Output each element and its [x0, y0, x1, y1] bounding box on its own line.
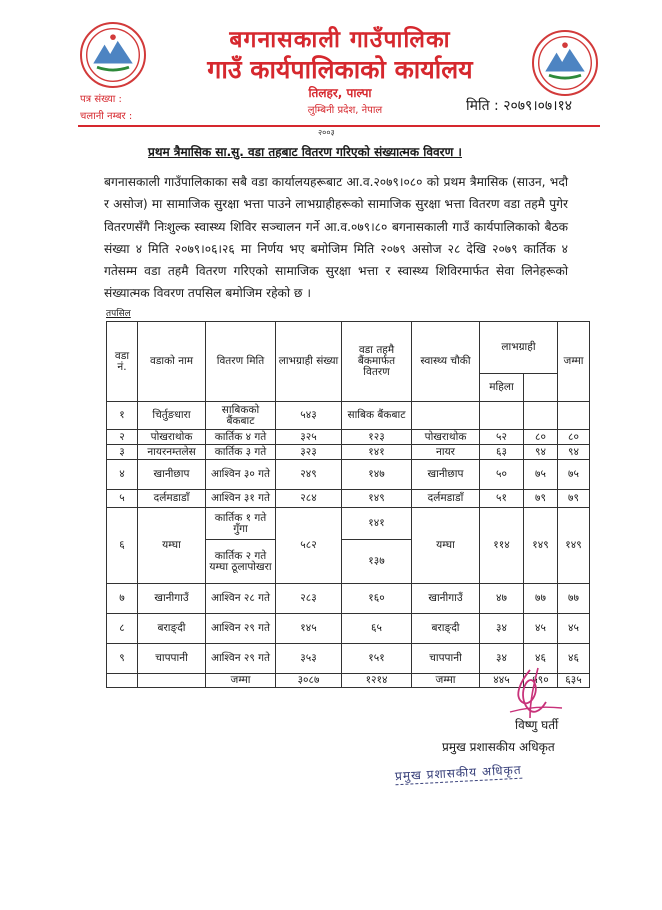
cell-male: ९४ [524, 445, 558, 460]
cell-health-post: नायर [412, 445, 480, 460]
cell-bank-dist: १२३ [342, 430, 412, 445]
cell-beneficiaries: ३२३ [276, 445, 342, 460]
header-ward-name: वडाको नाम [138, 322, 206, 402]
cell-total-post-label: जम्मा [412, 674, 480, 688]
nepal-emblem-icon [532, 30, 598, 96]
cell-ward-no: २ [107, 430, 138, 445]
cell-total [558, 402, 590, 430]
cell-total: ८० [558, 430, 590, 445]
cell-beneficiaries: ५४३ [276, 402, 342, 430]
table-row [107, 614, 590, 644]
table-row [107, 460, 590, 490]
cell-beneficiaries: ३५३ [276, 644, 342, 674]
cell-female: ४७ [480, 584, 524, 614]
cell-blank [107, 674, 138, 688]
cell-total-bank: १२१४ [342, 674, 412, 688]
cell-ward-no: ५ [107, 490, 138, 508]
patra-sankhya-label: पत्र संख्या : [80, 94, 122, 105]
cell-ward-no: १ [107, 402, 138, 430]
cell-male: १४९ [524, 508, 558, 584]
letterhead-divider [78, 125, 600, 127]
cell-total: ७५ [558, 460, 590, 490]
cell-health-post: खानीगाउँ [412, 584, 480, 614]
cell-male: ७७ [524, 584, 558, 614]
cell-female: ५१ [480, 490, 524, 508]
cell-male: ७९ [524, 490, 558, 508]
cell-female: ५० [480, 460, 524, 490]
signatory-title: प्रमुख प्रशासकीय अधिकृत [442, 740, 555, 754]
cell-ward-name: पोखराथोक [138, 430, 206, 445]
cell-health-post [412, 402, 480, 430]
cell-bank-dist: १४७ [342, 460, 412, 490]
cell-total: ४५ [558, 614, 590, 644]
header-bank-dist: वडा तहमै बैंकमार्फत वितरण [342, 322, 412, 402]
cell-blank [138, 674, 206, 688]
table-row [107, 508, 590, 540]
cell-beneficiaries: २८३ [276, 584, 342, 614]
header-ward-no: वडा नं. [107, 322, 138, 402]
header-female: महिला [480, 374, 524, 402]
cell-dist-date: कार्तिक २ गते यम्घा ठूलापोखरा [206, 540, 276, 584]
cell-ward-name: खानीछाप [138, 460, 206, 490]
cell-bank-dist: १६० [342, 584, 412, 614]
cell-ward-name: यम्घा [138, 508, 206, 584]
municipality-name: बगनासकाली गाउँपालिका [229, 27, 451, 53]
cell-dist-date: आश्विन २९ गते [206, 644, 276, 674]
cell-ward-name: चिर्तुङधारा [138, 402, 206, 430]
cell-male: ४६ [524, 644, 558, 674]
cell-ward-name: दर्लमडाडाँ [138, 490, 206, 508]
office-name: गाउँ कार्यपालिकाको कार्यालय [207, 55, 473, 84]
cell-total: ९४ [558, 445, 590, 460]
distribution-table [106, 321, 590, 688]
cell-female: ३४ [480, 614, 524, 644]
cell-male: ४५ [524, 614, 558, 644]
cell-bank-dist: १३७ [342, 540, 412, 584]
cell-health-post: यम्घा [412, 508, 480, 584]
cell-total: ७९ [558, 490, 590, 508]
cell-total: ४६ [558, 644, 590, 674]
header-blank [524, 374, 558, 402]
cell-dist-date: आश्विन ३० गते [206, 460, 276, 490]
office-location: तिलहर, पाल्पा [308, 86, 372, 100]
cell-female [480, 402, 524, 430]
cell-total: ७७ [558, 584, 590, 614]
cell-dist-date: साबिकको बैंकबाट [206, 402, 276, 430]
header-health-post: स्वास्थ्य चौकी [412, 322, 480, 402]
signatory-name: विष्णु घर्ती [515, 718, 559, 732]
cell-total-beneficiaries: ३०८७ [276, 674, 342, 688]
nepal-emblem-icon [80, 22, 146, 88]
cell-bank-dist: १४१ [342, 445, 412, 460]
cell-dist-date: कार्तिक ४ गते [206, 430, 276, 445]
cell-male [524, 402, 558, 430]
cell-dist-date: आश्विन २९ गते [206, 614, 276, 644]
stamp-number: २००३ [318, 128, 335, 137]
cell-beneficiaries: ५८२ [276, 508, 342, 584]
cell-female: ५२ [480, 430, 524, 445]
cell-ward-no: ३ [107, 445, 138, 460]
cell-ward-name: चापपानी [138, 644, 206, 674]
cell-ward-name: नायरनम्तलेस [138, 445, 206, 460]
cell-beneficiaries: १४५ [276, 614, 342, 644]
cell-health-post: पोखराथोक [412, 430, 480, 445]
cell-ward-no: ८ [107, 614, 138, 644]
cell-ward-no: ७ [107, 584, 138, 614]
cell-ward-name: बराङ्दी [138, 614, 206, 644]
cell-health-post: दर्लमडाडाँ [412, 490, 480, 508]
cell-ward-no: ४ [107, 460, 138, 490]
cell-beneficiaries: २४९ [276, 460, 342, 490]
cell-dist-date: कार्तिक ३ गते [206, 445, 276, 460]
cell-grand-total: ६३५ [558, 674, 590, 688]
table-row [107, 584, 590, 614]
cell-total: १४९ [558, 508, 590, 584]
cell-male: ८० [524, 430, 558, 445]
cell-ward-no: ६ [107, 508, 138, 584]
cell-bank-dist: १५१ [342, 644, 412, 674]
cell-ward-name: खानीगाउँ [138, 584, 206, 614]
header-health-beneficiaries: लाभग्राही [480, 322, 558, 374]
cell-total-male: ५९० [524, 674, 558, 688]
tapasil-label: तपसिल [106, 309, 131, 319]
cell-health-post: बराङ्दी [412, 614, 480, 644]
cell-bank-dist: ६५ [342, 614, 412, 644]
cell-dist-date: आश्विन ३१ गते [206, 490, 276, 508]
table-header-row [107, 322, 590, 374]
header-dist-date: वितरण मिति [206, 322, 276, 402]
letter-date: मिति : २०७९।०७।१४ [466, 98, 573, 114]
table-row [107, 430, 590, 445]
document-heading: प्रथम त्रैमासिक सा.सु. वडा तहबाट वितरण गरिएको संख्यात्मक विवरण । [148, 145, 462, 159]
cell-health-post: चापपानी [412, 644, 480, 674]
cell-beneficiaries: २८४ [276, 490, 342, 508]
chalani-number-label: चलानी नम्बर : [80, 111, 133, 122]
cell-beneficiaries: ३२५ [276, 430, 342, 445]
cell-bank-dist: १४९ [342, 490, 412, 508]
table-row [107, 402, 590, 430]
cell-female: ३४ [480, 644, 524, 674]
table-row [107, 445, 590, 460]
cell-female: ६३ [480, 445, 524, 460]
header-total: जम्मा [558, 322, 590, 402]
cell-ward-no: ९ [107, 644, 138, 674]
cell-bank-dist: साबिक बैंकबाट [342, 402, 412, 430]
cell-total-female: ४४५ [480, 674, 524, 688]
table-row [107, 490, 590, 508]
cell-total-label: जम्मा [206, 674, 276, 688]
office-address: लुम्बिनी प्रदेश, नेपाल [307, 105, 383, 116]
document-body: बगनासकाली गाउँपालिकाका सबै वडा कार्यालयहरूबाट आ.व.२०७९।०८० को प्रथम त्रैमासिक (साउन, भदौ र असोज) मा सामाजिक सुरक्षा भत्ता पाउने लाभग्राहीहरूको सामाजिक सुरक्षा भत्ता वितरण वडा तहमै पुगेर वितरणसँगै निःशुल्क स्वास्थ्य शिविर सञ्चालन गर्ने आ.व.०७९।८० बगनासकाली गाउँ कार्यपालिकाको बैठक संख्या ४ मिति २०७९।०६।२६ मा निर्णय भए बमोजिम मिति २०७९ असोज २८ देखि २०७९ कार्तिक ४ गतेसम्म वडा तहमै वितरण गरिएको सामाजिक सुरक्षा भत्ता र स्वास्थ्य शिविरमार्फत सेवा लिनेहरूको संख्यात्मक विवरण तपसिल बमोजिम रहेको छ । [104, 175, 568, 301]
header-beneficiaries: लाभग्राही संख्या [276, 322, 342, 402]
cell-female: ११४ [480, 508, 524, 584]
cell-health-post: खानीछाप [412, 460, 480, 490]
cell-dist-date: आश्विन २८ गते [206, 584, 276, 614]
cell-dist-date: कार्तिक १ गते गुँगा [206, 508, 276, 540]
cell-male: ७५ [524, 460, 558, 490]
office-stamp: प्रमुख प्रशासकीय अधिकृत [394, 762, 522, 784]
cell-bank-dist: १४१ [342, 508, 412, 540]
